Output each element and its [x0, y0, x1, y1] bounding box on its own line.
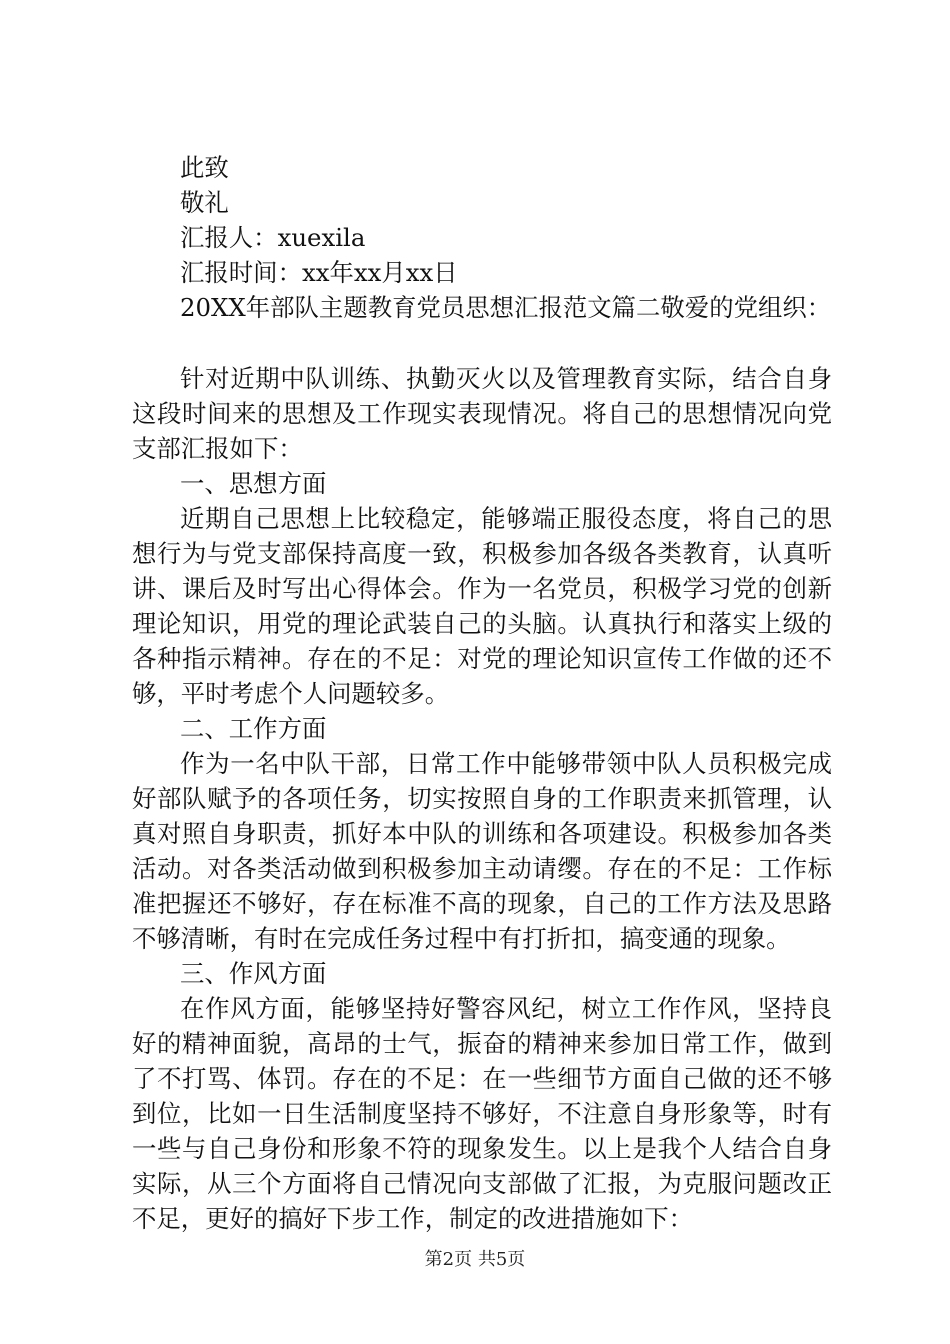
- section-heading-thought: 一、思想方面: [180, 469, 327, 498]
- section-heading-work: 二、工作方面: [180, 714, 327, 743]
- section-paragraph-work: 作为一名中队干部，日常工作中能够带领中队人员积极完成好部队赋予的各项任务，切实按照自身的工作职责来抓管理，认真对照自身职责，抓好本中队的训练和各项建设。积极参加各类活动。对各类活动做到积极参加主动请缨。存在的不足：工作标准把握还不够好，存在标准不高的现象，自己的工作方法及思路不够清晰，有时在完成任务过程中有打折扣，搞变通的现象。: [132, 749, 832, 953]
- next-article-title: 20XX年部队主题教育党员思想汇报范文篇二敬爱的党组织：: [180, 293, 832, 322]
- closing-salutation: 此致: [180, 153, 229, 182]
- page-number-footer: 第2页 共5页: [424, 1249, 526, 1270]
- document-body: [132, 150, 832, 1236]
- report-date-line: 汇报时间：xx年xx月xx日: [180, 258, 458, 287]
- closing-regards: 敬礼: [180, 188, 229, 217]
- section-heading-style: 三、作风方面: [180, 959, 327, 988]
- section-paragraph-style: 在作风方面，能够坚持好警容风纪，树立工作作风，坚持良好的精神面貌，高昂的士气，振奋的精神来参加日常工作，做到了不打骂、体罚。存在的不足：在一些细节方面自己做的还不够到位，比如一日生活制度坚持不够好，不注意自身形象等，时有一些与自己身份和形象不符的现象发生。以上是我个人结合自身实际，从三个方面将自己情况向支部做了汇报，为克服问题改正不足，更好的搞好下步工作，制定的改进措施如下：: [132, 994, 832, 1233]
- intro-paragraph: 针对近期中队训练、执勤灭火以及管理教育实际，结合自身这段时间来的思想及工作现实表现情况。将自己的思想情况向党支部汇报如下：: [132, 364, 832, 463]
- reporter-line: 汇报人：xuexila: [180, 223, 366, 252]
- spacer: [132, 325, 832, 361]
- section-paragraph-thought: 近期自己思想上比较稳定，能够端正服役态度，将自己的思想行为与党支部保持高度一致，积极参加各级各类教育，认真听讲、课后及时写出心得体会。作为一名党员，积极学习党的创新理论知识，用党的理论武装自己的头脑。认真执行和落实上级的各种指示精神。存在的不足：对党的理论知识宣传工作做的还不够，平时考虑个人问题较多。: [132, 504, 832, 708]
